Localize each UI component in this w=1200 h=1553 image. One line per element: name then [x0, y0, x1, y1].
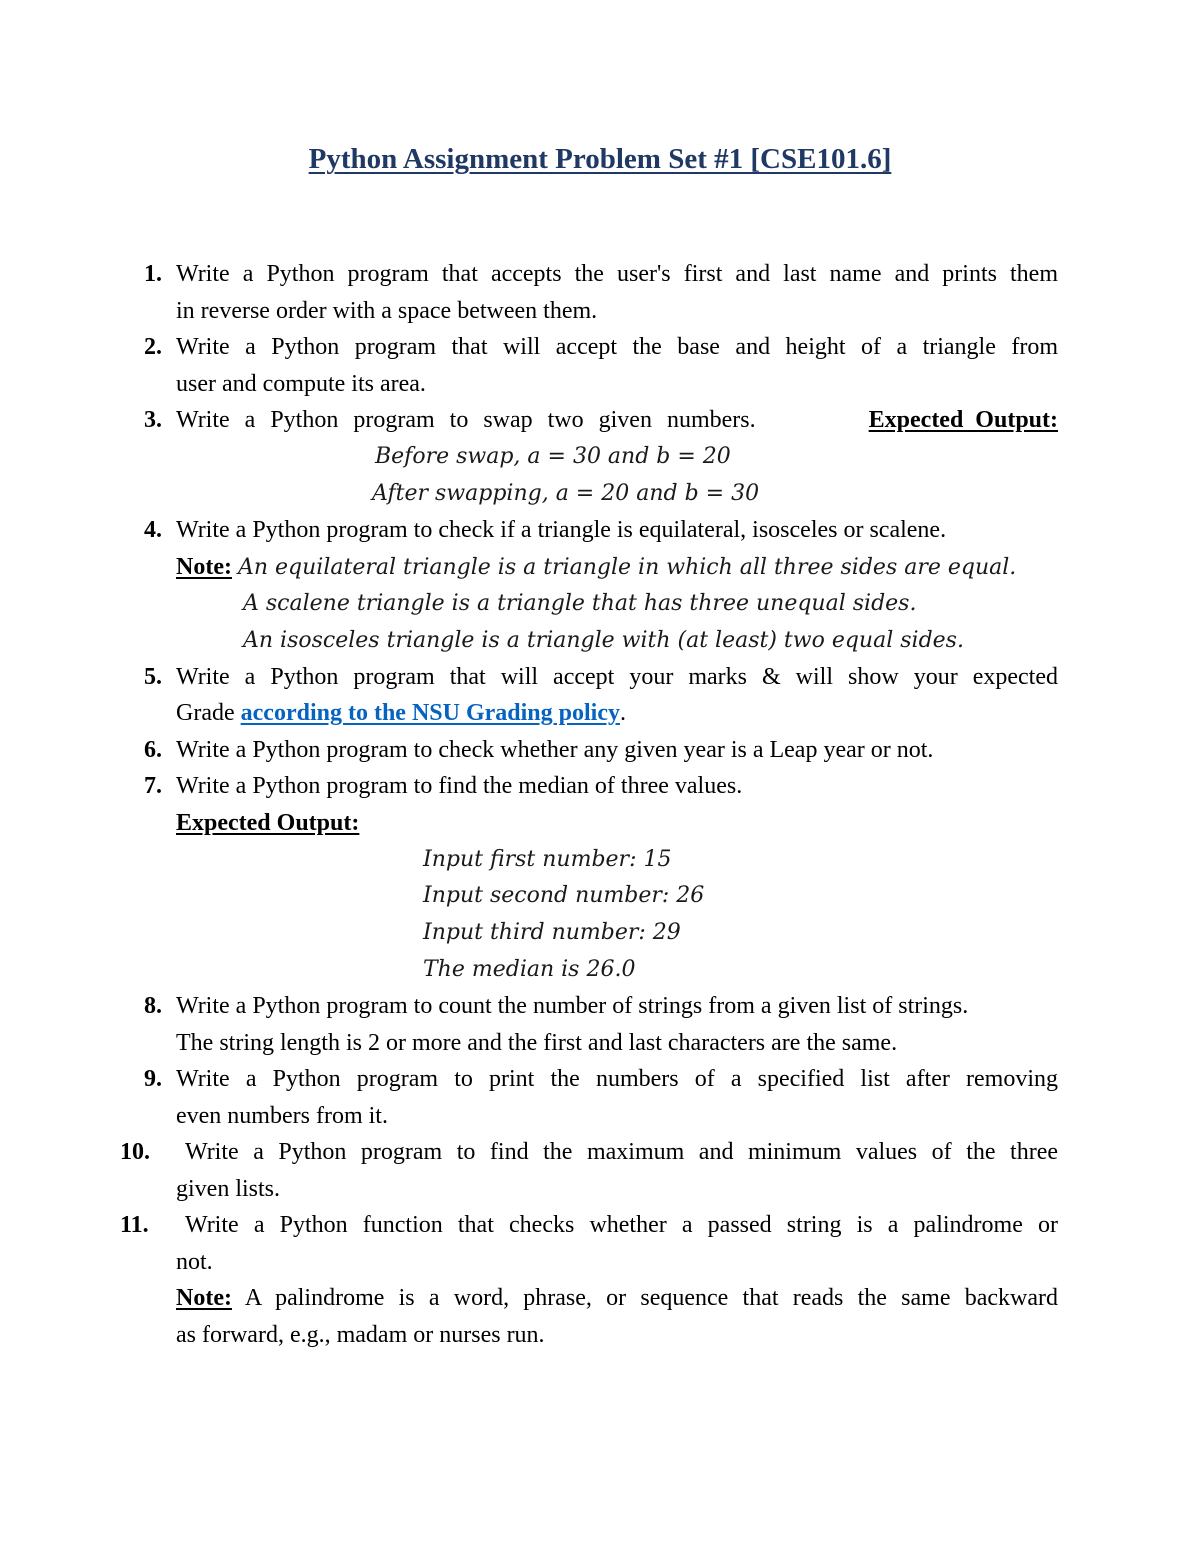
- page-title: Python Assignment Problem Set #1 [CSE101.6]: [308, 143, 892, 175]
- expected-output-label: Expected Output:: [176, 810, 360, 836]
- problem-text: user and compute its area.: [176, 371, 426, 397]
- problem-text: Write a Python program to swap two given numbers.: [176, 407, 756, 433]
- problem-number: 1.: [144, 261, 162, 287]
- problem-text: given lists.: [176, 1176, 281, 1202]
- problem-number: 11.: [120, 1212, 149, 1238]
- expected-output-line: Before swap, a = 30 and b = 20: [375, 444, 731, 469]
- expected-output-label: Expected Output:: [868, 407, 1058, 433]
- expected-output-line: Input third number: 29: [423, 920, 681, 945]
- problem-text: in reverse order with a space between them.: [176, 298, 598, 324]
- problem-number: 3.: [144, 407, 162, 433]
- expected-output-line: Input first number: 15: [423, 847, 672, 872]
- problem-text: Grade: [176, 700, 235, 726]
- expected-output-line: The median is 26.0: [423, 957, 636, 982]
- note-label: Note:: [176, 1285, 232, 1311]
- problem-text: Write a Python program that will accept the base and height of a triangle from: [176, 334, 1058, 360]
- problem-text: The string length is 2 or more and the first and last characters are the same.: [176, 1030, 898, 1056]
- problem-number: 10.: [120, 1139, 150, 1165]
- problem-text: not.: [176, 1249, 213, 1275]
- problem-number: 2.: [144, 334, 162, 360]
- problem-text: Write a Python program that accepts the user's first and last name and prints them: [176, 261, 1058, 287]
- note-text: An isosceles triangle is a triangle with (at least) two equal sides.: [243, 628, 964, 653]
- problem-text: Write a Python function that checks whether a passed string is a palindrome or: [185, 1212, 1058, 1238]
- problem-text: Write a Python program to find the maximum and minimum values of the three: [185, 1139, 1058, 1165]
- problem-number: 8.: [144, 993, 162, 1019]
- note-label: Note:: [176, 554, 232, 580]
- expected-output-line: Input second number: 26: [423, 883, 705, 908]
- note-text: An equilateral triangle is a triangle in which all three sides are equal.: [237, 555, 1017, 580]
- problem-text: Write a Python program to find the median of three values.: [176, 773, 743, 799]
- nsu-grading-policy-link[interactable]: according to the NSU Grading policy: [240, 700, 620, 726]
- problem-number: 7.: [144, 773, 162, 799]
- problem-text: Write a Python program to count the number of strings from a given list of strings.: [176, 993, 969, 1019]
- expected-output-line: After swapping, a = 20 and b = 30: [372, 481, 760, 506]
- problem-number: 4.: [144, 517, 162, 543]
- problem-text: Write a Python program to check if a triangle is equilateral, isosceles or scalene.: [176, 517, 947, 543]
- problem-number: 9.: [144, 1066, 162, 1092]
- note-text: A scalene triangle is a triangle that has three unequal sides.: [243, 591, 917, 616]
- problem-number: 5.: [144, 664, 162, 690]
- problem-text: even numbers from it.: [176, 1103, 388, 1129]
- problem-text-row: [176, 405, 1058, 435]
- problem-text: Write a Python program that will accept your marks & will show your expected: [176, 664, 1058, 690]
- problem-number: 6.: [144, 737, 162, 763]
- note-text: as forward, e.g., madam or nurses run.: [176, 1322, 545, 1348]
- note-text: A palindrome is a word, phrase, or sequence that reads the same backward: [244, 1285, 1058, 1311]
- problem-text: Write a Python program to check whether any given year is a Leap year or not.: [176, 737, 934, 763]
- problem-text: Write a Python program to print the numbers of a specified list after removing: [176, 1066, 1058, 1092]
- problem-text: .: [619, 700, 626, 726]
- note-row: [176, 1283, 1058, 1313]
